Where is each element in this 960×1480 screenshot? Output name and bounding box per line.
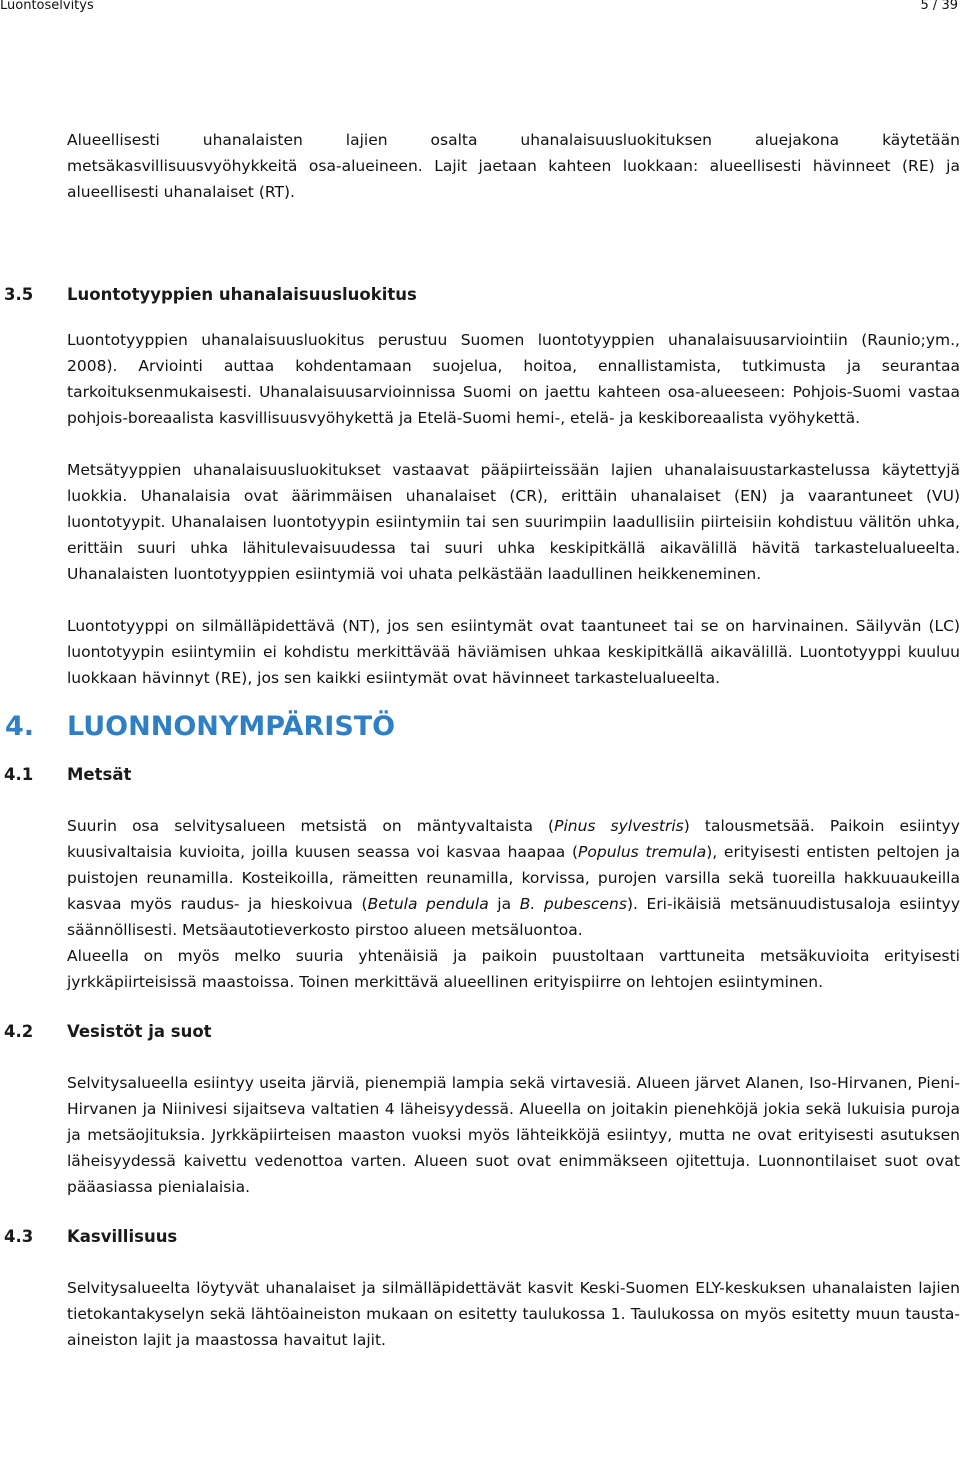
section-title: Kasvillisuus <box>67 1227 178 1246</box>
section-title: Vesistöt ja suot <box>67 1022 212 1041</box>
section-heading-4-3 <box>4 1224 960 1250</box>
page-body <box>4 127 960 1353</box>
species-b-pubescens: B. pubescens <box>519 895 627 913</box>
section-title: Luontotyyppien uhanalaisuusluokitus <box>67 285 417 304</box>
section-heading-4-2 <box>4 1019 960 1045</box>
paragraph-4-2: Selvitysalueella esiintyy useita järviä, pienempiä lampia sekä virtavesiä. Alueen järvet Alanen, Iso-Hirvanen, Pieni-Hirvanen ja Niinivesi sijaitseva valtatien 4 läheisyydessä. Alueella on joitakin pienehköjä jokia sekä lukuisia puroja ja metsäojituksia. Jyrkkäpiirteisen maaston vuoksi myös lähteikköjä esiintyy, mutta ne ovat erityisesti asutuksen läheisyydessä kaivettu vedenottoa varten. Alueen suot ovat enimmäkseen ojitettuja. Luonnontilaiset suot ovat pääasiassa pienialaisia. <box>67 1074 960 1196</box>
section-heading-4-1 <box>4 762 960 788</box>
paragraph-4-3: Selvitysalueelta löytyvät uhanalaiset ja silmälläpidettävät kasvit Keski-Suomen ELY-keskuksen uhanalaisten lajien tietokantakyselyn sekä lähtöaineiston mukaan on esitetty taulukossa 1. Taulukossa on myös esitetty muun tausta-aineiston lajit ja maastossa havaitut lajit. <box>67 1279 960 1349</box>
species-pinus: Pinus sylvestris <box>554 817 684 835</box>
section-number: 4.2 <box>4 1022 34 1041</box>
species-populus: Populus tremula <box>578 843 707 861</box>
section-number: 4.1 <box>4 765 34 784</box>
chapter-heading-4 <box>5 707 960 747</box>
paragraph-3-5-3: Luontotyyppi on silmälläpidettävä (NT), jos sen esiintymät ovat taantuneet tai se on harvinainen. Säilyvän (LC) luontotyypin esiintymiin ei kohdistu merkittävää häviämisen uhkaa keskipitkällä aikavälillä. Luontotyyppi kuuluu luokkaan hävinnyt (RE), jos sen kaikki esiintymät ovat hävinneet tarkastelualueelta. <box>67 617 960 687</box>
section-number: 4.3 <box>4 1227 34 1246</box>
chapter-title: LUONNONYMPÄRISTÖ <box>67 711 396 742</box>
paragraph-4-1-b: Alueella on myös melko suuria yhtenäisiä ja paikoin puustoltaan varttuneita metsäkuvioita erityisesti jyrkkäpiirteisissä maastoissa. Toinen merkittävä alueellinen erityispiirre on lehtojen esiintyminen. <box>67 947 960 991</box>
species-betula: Betula pendula <box>367 895 489 913</box>
paragraph-intro: Alueellisesti uhanalaisten lajien osalta uhanalaisuusluokituksen aluejakona käytetään metsäkasvillisuusvyöhykkeitä osa-alueineen. Lajit jaetaan kahteen luokkaan: alueellisesti hävinneet (RE) ja alueellisesti uhanalaiset (RT). <box>67 131 960 201</box>
paragraph-3-5-2: Metsätyyppien uhanalaisuusluokitukset vastaavat pääpiirteissään lajien uhanalaisuustarkastelussa käytettyjä luokkia. Uhanalaisia ovat äärimmäisen uhanalaiset (CR), erittäin uhanalaiset (EN) ja vaarantuneet (VU) luontotyypit. Uhanalaisen luontotyypin esiintymiin tai sen suurimpiin laadullisiin piirteisiin kohdistuu välitön uhka, erittäin suuri uhka lähitulevaisuudessa tai suuri uhka keskipitkällä aikavälillä hävitä tarkastelualueelta. Uhanalaisten luontotyyppien esiintymiä voi uhata pelkästään laadullinen heikkeneminen. <box>67 461 960 583</box>
page-header <box>0 0 960 14</box>
section-number: 3.5 <box>4 285 34 304</box>
page-number: 5 / 39 <box>920 0 958 13</box>
document-title: Luontoselvitys <box>0 0 94 13</box>
section-title: Metsät <box>67 765 132 784</box>
section-heading-3-5 <box>4 282 960 308</box>
paragraph-3-5-1: Luontotyyppien uhanalaisuusluokitus perustuu Suomen luontotyyppien uhanalaisuusarviointiin (Raunio;ym., 2008). Arviointi auttaa kohdentamaan suojelua, hoitoa, ennallistamista, tutkimusta ja seurantaa tarkoituksenmukaisesti. Uhanalaisuusarvioinnissa Suomi on jaettu kahteen osa-alueeseen: Pohjois-Suomi vastaa pohjois-boreaalista kasvillisuusvyöhykettä ja Etelä-Suomi hemi-, etelä- ja keskiboreaalista vyöhykettä. <box>67 331 960 427</box>
paragraph-4-1: Suurin osa selvitysalueen metsistä on mäntyvaltaista (Pinus sylvestris) talousmetsää. Paikoin esiintyy kuusivaltaisia kuvioita, joilla kuusen seassa voi kasvaa haapaa (Populus tremula), erityisesti entisten peltojen ja puistojen reunamilla. Kosteikoilla, rämeitten reunamilla, korvissa, purojen varsilla sekä tuoreilla hakkuuaukeilla kasvaa myös raudus- ja hieskoivua (Betula pendula ja B. pubescens). Eri-ikäisiä metsänuudistusaloja esiintyy säännöllisesti. Metsäautotieverkosto pirstoo alueen metsäluontoa. <box>67 817 960 939</box>
chapter-number: 4. <box>5 711 35 742</box>
